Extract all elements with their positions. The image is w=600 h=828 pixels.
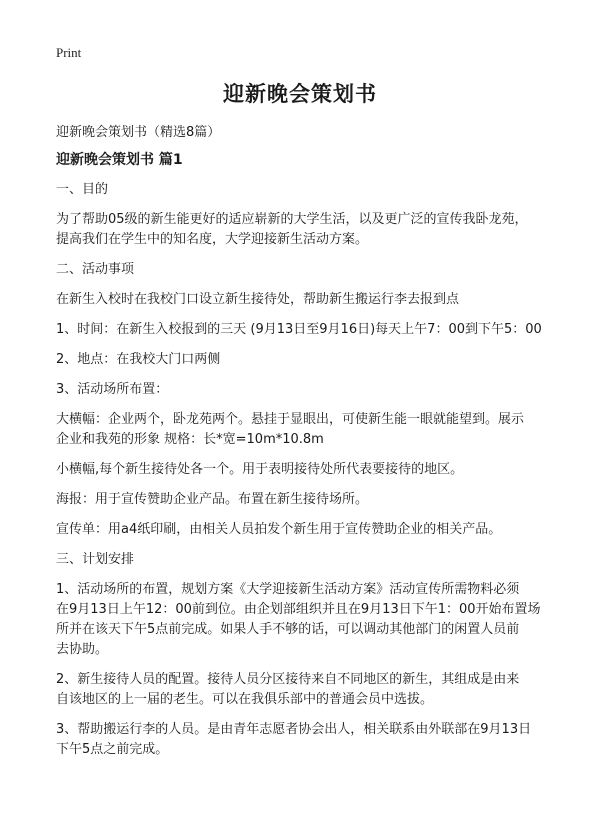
paragraph-purpose: 为了帮助05级的新生能更好的适应崭新的大学生活，以及更广泛的宣传我卧龙苑， 提高我们在学生中的知名度，大学迎接新生活动方案。 bbox=[56, 212, 528, 247]
item-time: 1、时间：在新生入校报到的三天 (9月13日至9月16日)每天上午7：00到下午5：00 bbox=[56, 322, 542, 337]
paragraph-schedule-2: 2、新生接待人员的配置。接待人员分区接待来自不同地区的新生，其组成是由来 自该地区的上一届的老生。可以在我俱乐部中的普通会员中选拔。 bbox=[56, 672, 520, 707]
print-link[interactable]: Print bbox=[56, 45, 82, 60]
paragraph-schedule-3: 3、帮助搬运行李的人员。是由青年志愿者协会出人，相关联系由外联部在9月13日 下午5点之前完成。 bbox=[56, 722, 532, 757]
paragraph-reception: 在新生入校时在我校门口设立新生接待处，帮助新生搬运行李去报到点 bbox=[56, 292, 460, 307]
section-heading: 迎新晚会策划书 篇1 bbox=[56, 152, 183, 168]
paragraph-small-banner: 小横幅,每个新生接待处各一个。用于表明接待处所代表要接待的地区。 bbox=[56, 462, 464, 477]
heading-activities: 二、活动事项 bbox=[56, 262, 135, 277]
item-location: 2、地点：在我校大门口两侧 bbox=[56, 352, 221, 367]
heading-schedule: 三、计划安排 bbox=[56, 552, 135, 567]
heading-purpose: 一、目的 bbox=[56, 182, 109, 197]
paragraph-flyer: 宣传单：用a4纸印刷，由相关人员拍发个新生用于宣传赞助企业的相关产品。 bbox=[56, 522, 502, 537]
document-body bbox=[56, 180, 556, 770]
paragraph-schedule-1: 1、活动场所的布置，规划方案《大学迎接新生活动方案》活动宣传所需物料必须 在9月13日上午12：00前到位。由企划部组织并且在9月13日下午1：00开始布置场 所并在该天下午5点前完成。如果人手不够的话，可以调动其他部门的闲置人员前 去协助。 bbox=[56, 582, 541, 657]
paragraph-poster: 海报：用于宣传赞助企业产品。布置在新生接待场所。 bbox=[56, 492, 369, 507]
paragraph-large-banner: 大横幅：企业两个，卧龙苑两个。悬挂于显眼出，可使新生能一眼就能望到。展示 企业和我苑的形象 规格：长*宽=10m*10.8m bbox=[56, 412, 525, 447]
item-venue-setup: 3、活动场所布置： bbox=[56, 382, 169, 397]
document-title: 迎新晚会策划书 bbox=[223, 82, 377, 106]
document-subtitle: 迎新晚会策划书（精选8篇） bbox=[56, 125, 221, 140]
